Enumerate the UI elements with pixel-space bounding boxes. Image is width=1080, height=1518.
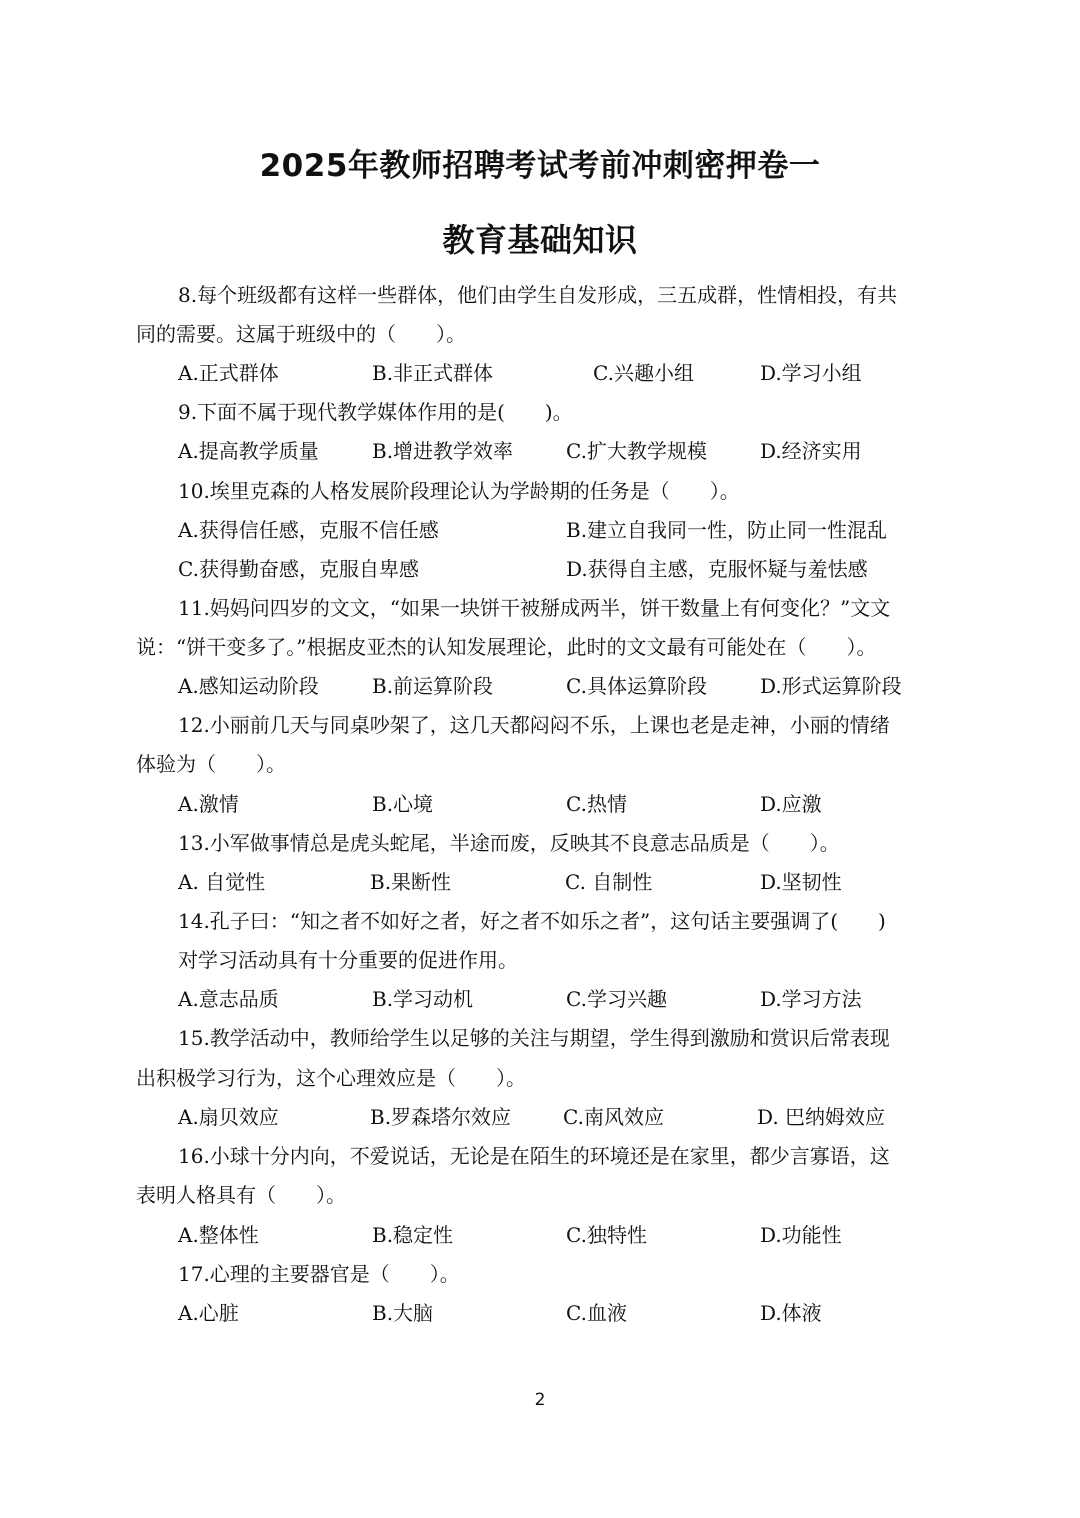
option-d: D.学习小组 [760,361,862,385]
document-title: 2025年教师招聘考试考前冲刺密押卷一 [259,148,821,184]
question-line: 体验为（ ）。 [136,752,286,776]
option-d: D.体液 [760,1301,822,1325]
option-a: A.正式群体 [178,361,279,385]
question-line: 14.孔子曰：“知之者不如好之者，好之者不如乐之者”，这句话主要强调了( ) [178,909,886,933]
question-line: 8.每个班级都有这样一些群体，他们由学生自发形成，三五成群，性情相投，有共 [178,283,898,307]
option-d: D.经济实用 [760,439,862,463]
question-line: 9.下面不属于现代教学媒体作用的是( )。 [178,400,573,424]
option-b: B.大脑 [372,1301,434,1325]
document-subtitle: 教育基础知识 [442,221,638,259]
option-b: B.罗森塔尔效应 [370,1105,512,1129]
question-line: 出积极学习行为，这个心理效应是（ ）。 [136,1066,526,1090]
option-a: A.意志品质 [178,987,279,1011]
page-number: 2 [534,1390,546,1410]
option-c: C.获得勤奋感，克服自卑感 [178,557,419,581]
option-b: B.前运算阶段 [372,674,494,698]
option-c: C.独特性 [566,1223,647,1247]
option-b: B.增进教学效率 [372,439,514,463]
option-b: B.稳定性 [372,1223,454,1247]
option-c: C.兴趣小组 [593,361,694,385]
question-line: 同的需要。这属于班级中的（ ）。 [136,322,466,346]
option-c: C.热情 [566,792,627,816]
option-c: C.血液 [566,1301,627,1325]
option-a: A.获得信任感，克服不信任感 [178,518,439,542]
question-line: 13.小军做事情总是虎头蛇尾，半途而废，反映其不良意志品质是（ ）。 [178,831,840,855]
option-a: A.整体性 [178,1223,259,1247]
option-c: C.学习兴趣 [566,987,667,1011]
option-a: A.心脏 [178,1301,239,1325]
option-d: D.学习方法 [760,987,862,1011]
option-a: A.感知运动阶段 [178,674,319,698]
option-a: A.提高教学质量 [178,439,319,463]
option-b: B.学习动机 [372,987,474,1011]
option-a: A.激情 [178,792,239,816]
option-d: D.坚韧性 [760,870,842,894]
option-d: D. 巴纳姆效应 [757,1105,886,1129]
question-line: 17.心理的主要器官是（ ）。 [178,1262,460,1286]
option-c: C. 自制性 [565,870,653,894]
question-line: 说：“饼干变多了。”根据皮亚杰的认知发展理论，此时的文文最有可能处在（ ）。 [136,635,877,659]
option-b: B.果断性 [370,870,452,894]
option-a: A. 自觉性 [178,870,266,894]
option-c: C.具体运算阶段 [566,674,707,698]
question-line: 10.埃里克森的人格发展阶段理论认为学龄期的任务是（ ）。 [178,479,740,503]
option-d: D.获得自主感，克服怀疑与羞怯感 [566,557,868,581]
question-line: 16.小球十分内向，不爱说话，无论是在陌生的环境还是在家里，都少言寡语，这 [178,1144,890,1168]
option-a: A.扇贝效应 [178,1105,279,1129]
option-b: B.非正式群体 [372,361,494,385]
question-line: 12.小丽前几天与同桌吵架了，这几天都闷闷不乐，上课也老是走神，小丽的情绪 [178,713,890,737]
question-line: 表明人格具有（ ）。 [136,1183,346,1207]
option-d: D.应激 [760,792,822,816]
option-d: D.功能性 [760,1223,842,1247]
option-d: D.形式运算阶段 [760,674,902,698]
option-c: C.扩大教学规模 [566,439,707,463]
question-line: 对学习活动具有十分重要的促进作用。 [178,948,518,972]
question-line: 11.妈妈问四岁的文文，“如果一块饼干被掰成两半，饼干数量上有何变化？”文文 [178,596,891,620]
question-line: 15.教学活动中，教师给学生以足够的关注与期望，学生得到激励和赏识后常表现 [178,1026,890,1050]
option-b: B.心境 [372,792,434,816]
option-b: B.建立自我同一性，防止同一性混乱 [566,518,888,542]
option-c: C.南风效应 [563,1105,664,1129]
